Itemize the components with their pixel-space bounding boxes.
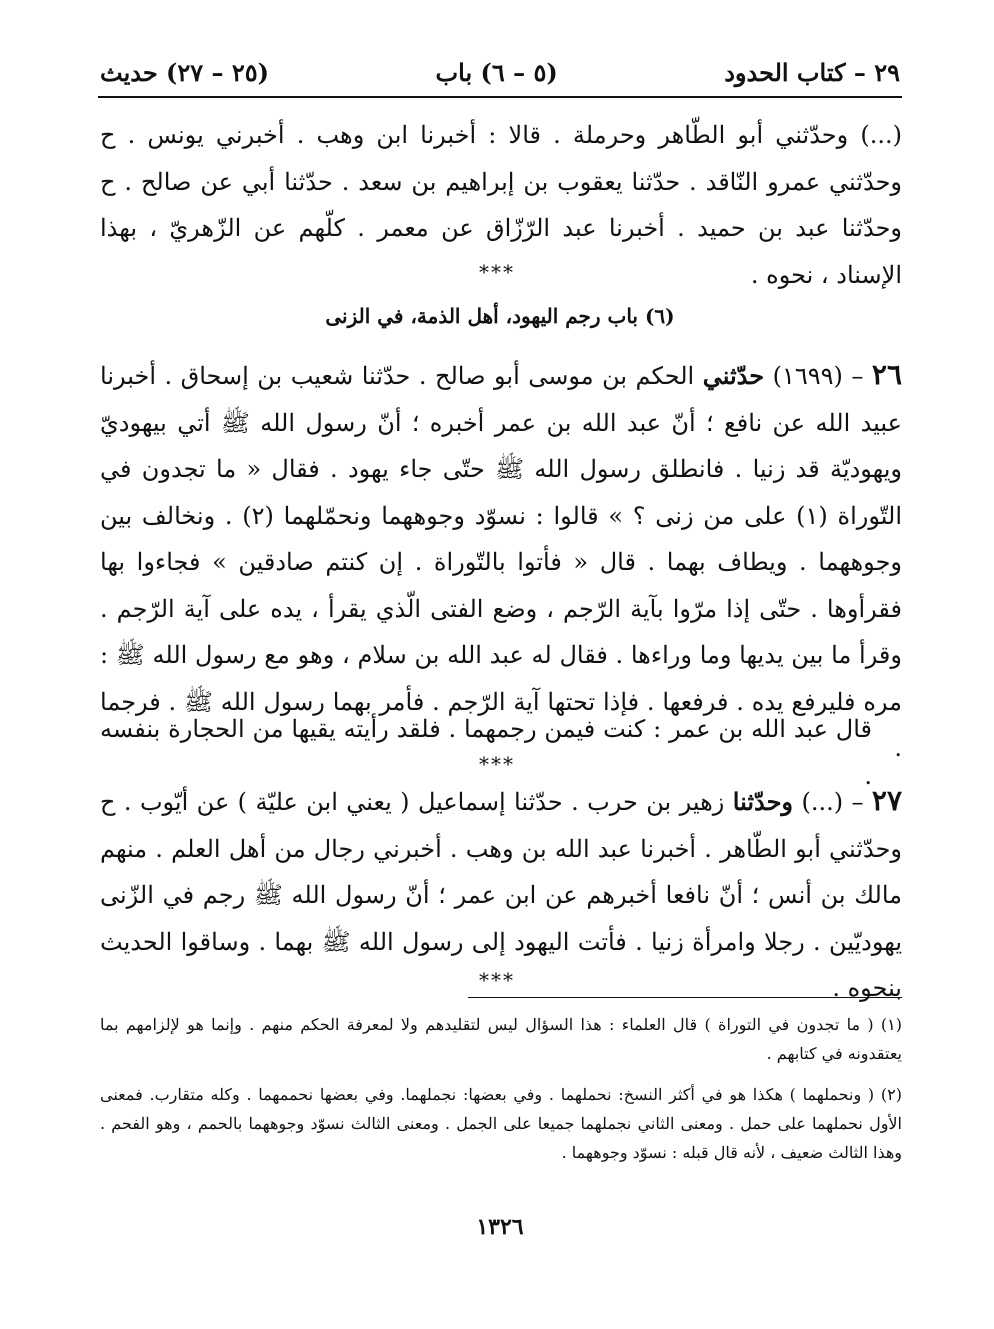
separator-stars: *** — [479, 752, 515, 776]
hadith-lead: حدّثني — [702, 361, 765, 390]
footnote-rule — [468, 997, 902, 998]
separator-stars: *** — [479, 260, 515, 284]
hadith-number: ٢٧ — [871, 784, 902, 817]
page-number: ١٣٢٦ — [476, 1214, 524, 1240]
footnote-1: (١) ( ما تجدون في التوراة ) قال العلماء : هذا السؤال ليس لتقليدهم ولا لمعرفة الحكم منهم . وإنما هو لإلزامهم بما يعتقدونه في كتابهم . — [100, 1015, 902, 1063]
header-rule — [98, 96, 902, 98]
intro-paragraph: (...) وحدّثني أبو الطّاهر وحرملة . قالا : أخبرنا ابن وهب . أخبرني يونس . ح وحدّثني عمرو النّاقد . حدّثنا يعقوب بن إبراهيم بن سعد . حدّثنا أبي عن صالح . ح وحدّثنا عبد بن حميد . أخبرنا عبد الرّزّاق عن معمر . كلّهم عن الزّهريّ ، بهذا الإسناد ، نحوه . — [100, 121, 902, 289]
chapter-title: (٦) باب رجم اليهود، أهل الذمة، في الزنى — [325, 304, 675, 328]
hadith-reference: (...) — [801, 788, 844, 816]
hadith-number: ٢٦ — [871, 358, 902, 391]
hadith-reference: (١٦٩٩) — [772, 362, 843, 390]
header-chapter-range: (٥ – ٦) باب — [435, 57, 558, 87]
hadith-text: زهير بن حرب . حدّثنا إسماعيل ( يعني ابن عليّة ) عن أيّوب . ح وحدّثني أبو الطّاهر . أخبرنا عبد الله بن وهب . أخبرني رجال من أهل العلم . منهم مالك بن أنس ؛ أنّ نافعا أخبرهم عن ابن عمر ؛ أنّ رسول الله ﷺ رجم في الزّنى يهوديّين . رجلا وامرأة زنيا . فأتت اليهود إلى رسول الله ﷺ بهما . وساقوا الحديث بنحوه . — [100, 788, 902, 1002]
footnote-2: (٢) ( ونحملهما ) هكذا هو في أكثر النسخ: نحملهما . وفي بعضها: نجملهما. وفي بعضها نحممهما . وكله متقارب. فمعنى الأول نحملهما على حمل . ومعنى الثاني نجملهما جميعا على الجمل . ومعنى الثالث نسوّد وجوههما بالحمم ، وهو الفحم . وهذا الثالث ضعيف ، لأنه قال قبله : نسوّد وجوههما . — [100, 1085, 902, 1162]
hadith-dash: – — [851, 362, 864, 390]
header-hadith-range: (٢٥ – ٢٧) حديث — [100, 57, 270, 87]
hadith-26-statement: قال عبد الله بن عمر : كنت فيمن رجمهما . فلقد رأيته يقيها من الحجارة بنفسه . — [100, 715, 872, 790]
header-book-title: ٢٩ – كتاب الحدود — [724, 57, 900, 87]
hadith-dash: – — [851, 788, 864, 816]
separator-stars: *** — [479, 968, 515, 992]
running-header — [100, 52, 900, 92]
hadith-text: الحكم بن موسى أبو صالح . حدّثنا شعيب بن إسحاق . أخبرنا عبيد الله عن نافع ؛ أنّ عبد الله بن عمر أخبره ؛ أنّ رسول الله ﷺ أتي بيهوديّ ويهوديّة قد زنيا . فانطلق رسول الله ﷺ حتّى جاء يهود . فقال « ما تجدون في التّوراة (١) على من زنى ؟ » قالوا : نسوّد وجوههما ونحمّلهما (٢) . ونخالف بين وجوههما . ويطاف بهما . قال « فأتوا بالتّوراة . إن كنتم صادقين » فجاءوا بها فقرأوها . حتّى إذا مرّوا بآية الرّجم ، وضع الفتى الّذي يقرأ ، يده على آية الرّجم . وقرأ ما بين يديها وما وراءها . فقال له عبد الله بن سلام ، وهو مع رسول الله ﷺ : مره فليرفع يده . فرفعها . فإذا تحتها آية الرّجم . فأمر بهما رسول الله ﷺ . فرجما . — [100, 362, 903, 762]
hadith-lead: وحدّثنا — [732, 787, 794, 816]
